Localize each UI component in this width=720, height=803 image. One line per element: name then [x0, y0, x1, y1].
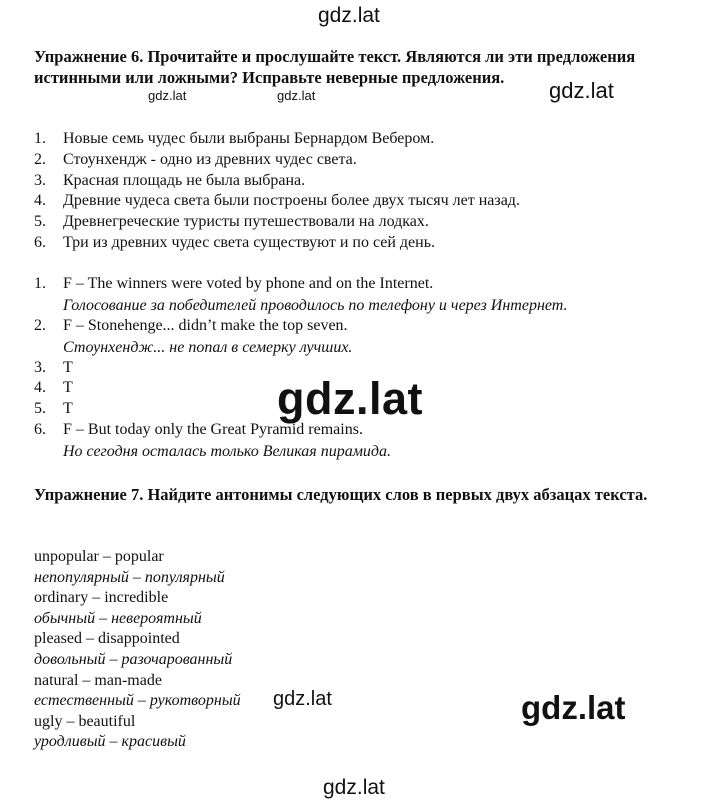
- answer-text: T: [63, 400, 73, 418]
- antonym-pair-russian: непопулярный – популярный: [34, 568, 225, 586]
- answer-number: 6.: [34, 420, 46, 438]
- answer-number: 1.: [34, 275, 46, 292]
- answer-text: T: [63, 379, 73, 397]
- list-item: [34, 129, 520, 150]
- antonym-pair-english: natural – man-made: [34, 671, 162, 689]
- watermark-small-1: gdz.lat: [148, 88, 187, 103]
- list-item: [34, 150, 520, 171]
- antonym-pair-english: unpopular – popular: [34, 548, 164, 565]
- statements-list: [34, 129, 520, 254]
- item-text: Новые семь чудес были выбраны Бернардом Вебером.: [63, 130, 435, 147]
- answers-list: [34, 274, 568, 462]
- answer-translation: Голосование за победителей проводилось по телефону и через Интернет.: [63, 296, 568, 314]
- item-number: 5.: [34, 213, 46, 231]
- watermark-large: gdz.lat: [277, 373, 423, 424]
- answer-number: 4.: [34, 379, 46, 397]
- list-item: [34, 171, 520, 192]
- answer-item: [34, 274, 568, 316]
- answer-text: F – But today only the Great Pyramid remains.: [63, 420, 363, 438]
- item-text: Древнегреческие туристы путешествовали на лодках.: [63, 213, 429, 231]
- answer-number: 3.: [34, 358, 46, 376]
- antonym-pair-russian: уродливый – красивый: [34, 733, 186, 751]
- list-item: [34, 212, 520, 233]
- answer-translation: Стоунхендж... не попал в семерку лучших.: [63, 338, 353, 356]
- list-item: [34, 233, 520, 254]
- exercise-6-heading: Упражнение 6. Прочитайте и прослушайте текст. Являются ли эти предложения истинными или ложными? Исправьте неверные предложения.: [34, 47, 636, 87]
- item-text: Красная площадь не была выбрана.: [63, 171, 306, 189]
- watermark-bold-right: gdz.lat: [521, 689, 626, 726]
- answer-text: T: [63, 358, 73, 376]
- item-text: Стоунхендж - одно из древних чудес света.: [63, 150, 357, 168]
- answer-item: [34, 316, 568, 358]
- item-number: 1.: [34, 130, 46, 147]
- antonym-pair-russian: обычный – невероятный: [34, 609, 202, 627]
- item-text: Древние чудеса света были построены более двух тысяч лет назад.: [63, 192, 520, 210]
- answer-number: 5.: [34, 400, 46, 418]
- item-text: Три из древних чудес света существуют и по сей день.: [63, 233, 435, 251]
- item-number: 3.: [34, 171, 46, 189]
- antonyms-list: [34, 547, 241, 753]
- item-number: 2.: [34, 150, 46, 168]
- antonym-pair-russian: довольный – разочарованный: [34, 650, 233, 668]
- watermark-bottom: gdz.lat: [323, 776, 385, 799]
- item-number: 4.: [34, 192, 46, 210]
- watermark-small-2: gdz.lat: [277, 88, 316, 103]
- answer-item: [34, 420, 568, 462]
- answer-text: F – The winners were voted by phone and on the Internet.: [63, 275, 434, 292]
- antonym-pair-english: ordinary – incredible: [34, 589, 169, 607]
- antonym-pair-russian: естественный – рукотворный: [34, 692, 241, 710]
- item-number: 6.: [34, 233, 46, 251]
- answer-translation: Но сегодня осталась только Великая пирамида.: [63, 442, 392, 460]
- watermark-right: gdz.lat: [549, 78, 614, 103]
- antonym-pair-english: pleased – disappointed: [34, 630, 180, 648]
- watermark-middle: gdz.lat: [273, 688, 332, 710]
- watermark-top: gdz.lat: [318, 4, 380, 27]
- exercise-7-heading: Упражнение 7. Найдите антонимы следующих слов в первых двух абзацах текста.: [34, 485, 648, 504]
- list-item: [34, 191, 520, 212]
- antonym-pair-english: ugly – beautiful: [34, 712, 136, 730]
- answer-number: 2.: [34, 316, 46, 334]
- answer-text: F – Stonehenge... didn’t make the top seven.: [63, 316, 348, 334]
